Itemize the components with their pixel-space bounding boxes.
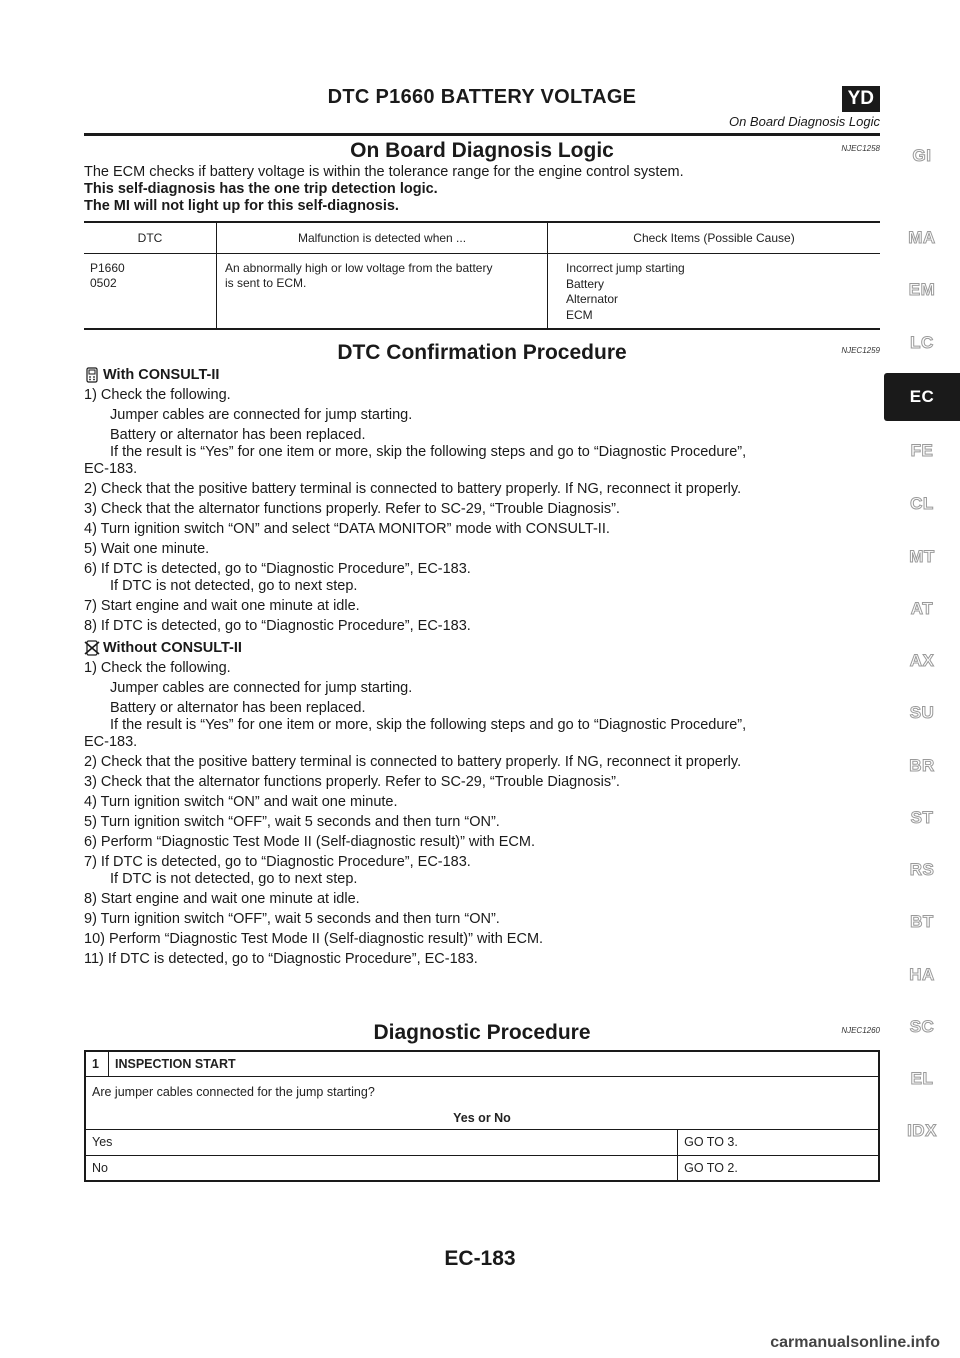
index-tab-lc[interactable]: LC xyxy=(910,333,934,352)
index-tab-cl[interactable]: CL xyxy=(910,494,934,513)
step: Battery or alternator has been replaced. xyxy=(110,700,366,716)
malfunction-line-1: An abnormally high or low voltage from the battery xyxy=(225,261,493,275)
procedure-title-text: Diagnostic Procedure xyxy=(373,1021,591,1044)
index-tab-idx[interactable]: IDX xyxy=(907,1121,937,1140)
step: 5) Turn ignition switch “OFF”, wait 5 seconds and then turn “ON”. xyxy=(84,814,500,830)
step: 7) Start engine and wait one minute at idle. xyxy=(84,598,360,614)
header-title-row xyxy=(84,86,880,114)
index-tab-ax[interactable]: AX xyxy=(909,651,935,670)
confirm-code: NJEC1259 xyxy=(841,346,880,355)
step: 5) Wait one minute. xyxy=(84,541,210,557)
procedure-step-number: 1 xyxy=(85,1051,109,1076)
step: 1) Check the following. xyxy=(84,660,231,676)
without-consult-heading xyxy=(84,639,880,657)
dtc-code-p: P1660 xyxy=(90,261,125,275)
page-number: EC-183 xyxy=(444,1247,516,1270)
step: 6) If DTC is detected, go to “Diagnostic Procedure”, EC-183. xyxy=(84,561,471,577)
index-tab-el[interactable]: EL xyxy=(910,1069,934,1088)
header-subtitle: On Board Diagnosis Logic xyxy=(728,114,880,129)
step: 4) Turn ignition switch “ON” and select “DATA MONITOR” mode with CONSULT-II. xyxy=(84,521,610,537)
index-tab-em[interactable]: EM xyxy=(908,280,936,299)
step: If DTC is not detected, go to next step. xyxy=(110,871,358,887)
procedure-code: NJEC1260 xyxy=(841,1026,880,1035)
step: 1) Check the following. xyxy=(84,387,231,403)
dtc-header-check-items: Check Items (Possible Cause) xyxy=(548,222,881,254)
step: 7) If DTC is detected, go to “Diagnostic Procedure”, EC-183. xyxy=(84,854,471,870)
index-tab-ec[interactable]: EC xyxy=(884,373,960,421)
index-tab-su[interactable]: SU xyxy=(909,703,935,722)
step: 4) Turn ignition switch “ON” and wait one minute. xyxy=(84,794,398,810)
index-tab-at[interactable]: AT xyxy=(910,599,934,618)
procedure-title xyxy=(84,1020,880,1046)
index-tab-bt[interactable]: BT xyxy=(910,912,934,931)
procedure-question: Are jumper cables connected for the jump starting? xyxy=(92,1084,375,1099)
index-tab-ma[interactable]: MA xyxy=(908,228,936,247)
dtc-code-num: 0502 xyxy=(90,276,117,290)
step: If DTC is not detected, go to next step. xyxy=(110,578,358,594)
step: Jumper cables are connected for jump starting. xyxy=(110,407,413,423)
confirm-section xyxy=(84,340,880,971)
confirm-title xyxy=(84,340,880,366)
step: 11) If DTC is detected, go to “Diagnostic Procedure”, EC-183. xyxy=(84,951,478,967)
consult-tester-icon xyxy=(84,367,100,383)
action-no: GO TO 2. xyxy=(678,1155,879,1181)
header-rule xyxy=(84,133,880,136)
procedure-step-title: INSPECTION START xyxy=(109,1051,880,1076)
with-consult-steps xyxy=(84,387,880,635)
obd-note-trip: This self-diagnosis has the one trip detection logic. xyxy=(84,181,438,197)
step: 8) If DTC is detected, go to “Diagnostic Procedure”, EC-183. xyxy=(84,618,471,634)
index-tab-fe[interactable]: FE xyxy=(910,441,934,460)
malfunction-line-2: is sent to ECM. xyxy=(225,276,307,290)
without-consult-steps xyxy=(84,660,880,968)
step: If the result is “Yes” for one item or more, skip the following steps and go to “Diagnostic Procedure”, xyxy=(110,717,747,733)
index-tab-br[interactable]: BR xyxy=(909,756,935,775)
without-consult-label: Without CONSULT-II xyxy=(103,640,242,656)
step: Jumper cables are connected for jump starting. xyxy=(110,680,413,696)
procedure-table xyxy=(84,1050,880,1182)
with-consult-heading xyxy=(84,366,880,384)
obd-note-mi: The MI will not light up for this self-diagnosis. xyxy=(84,198,399,214)
step: 6) Perform “Diagnostic Test Mode II (Self-diagnostic result)” with ECM. xyxy=(84,834,535,850)
obd-intro: The ECM checks if battery voltage is within the tolerance range for the engine control system. xyxy=(84,164,684,180)
index-tab-ha[interactable]: HA xyxy=(909,965,935,984)
step: 2) Check that the positive battery terminal is connected to battery properly. If NG, reconnect it properly. xyxy=(84,481,742,497)
cause-item: Alternator xyxy=(566,292,619,306)
engine-badge: YD xyxy=(842,86,880,112)
dtc-cell-causes xyxy=(548,254,881,330)
answer-no: No xyxy=(85,1155,678,1181)
confirm-title-text: DTC Confirmation Procedure xyxy=(337,341,627,364)
index-tab-mt[interactable]: MT xyxy=(909,547,935,566)
index-tab-st[interactable]: ST xyxy=(910,808,934,827)
with-consult-label: With CONSULT-II xyxy=(103,367,220,383)
obd-section xyxy=(84,138,880,330)
cause-item: Battery xyxy=(566,276,605,291)
cause-item: ECM xyxy=(566,307,593,322)
dtc-table xyxy=(84,221,880,330)
cause-item: Incorrect jump starting xyxy=(566,261,685,275)
procedure-section xyxy=(84,1020,880,1182)
watermark: carmanualsonline.info xyxy=(770,1334,940,1351)
index-tab-rs[interactable]: RS xyxy=(909,860,935,879)
obd-title xyxy=(84,138,880,164)
procedure-answer-label: Yes or No xyxy=(453,1110,511,1125)
step: 3) Check that the alternator functions properly. Refer to SC-29, “Trouble Diagnosis”. xyxy=(84,774,620,790)
obd-code: NJEC1258 xyxy=(841,144,880,153)
step: Battery or alternator has been replaced. xyxy=(110,427,366,443)
step: 9) Turn ignition switch “OFF”, wait 5 seconds and then turn “ON”. xyxy=(84,911,500,927)
step: 2) Check that the positive battery terminal is connected to battery properly. If NG, reconnect it properly. xyxy=(84,754,742,770)
procedure-question-cell xyxy=(85,1076,879,1129)
dtc-cell-malfunction xyxy=(217,254,548,330)
dtc-header-malfunction: Malfunction is detected when ... xyxy=(217,222,548,254)
page-title: DTC P1660 BATTERY VOLTAGE xyxy=(327,86,637,108)
no-consult-icon xyxy=(84,640,100,656)
index-tab-sc[interactable]: SC xyxy=(909,1017,935,1036)
step: 3) Check that the alternator functions properly. Refer to SC-29, “Trouble Diagnosis”. xyxy=(84,501,620,517)
action-yes: GO TO 3. xyxy=(678,1129,879,1155)
dtc-header-dtc: DTC xyxy=(137,231,163,245)
obd-title-text: On Board Diagnosis Logic xyxy=(350,139,614,162)
step: 8) Start engine and wait one minute at idle. xyxy=(84,891,360,907)
step: EC-183. xyxy=(84,734,138,750)
step: If the result is “Yes” for one item or more, skip the following steps and go to “Diagnostic Procedure”, xyxy=(110,444,747,460)
dtc-cell-code xyxy=(84,254,217,330)
index-tab-gi[interactable]: GI xyxy=(912,146,932,165)
step: 10) Perform “Diagnostic Test Mode II (Self-diagnostic result)” with ECM. xyxy=(84,931,544,947)
step: EC-183. xyxy=(84,461,138,477)
answer-yes: Yes xyxy=(85,1129,678,1155)
